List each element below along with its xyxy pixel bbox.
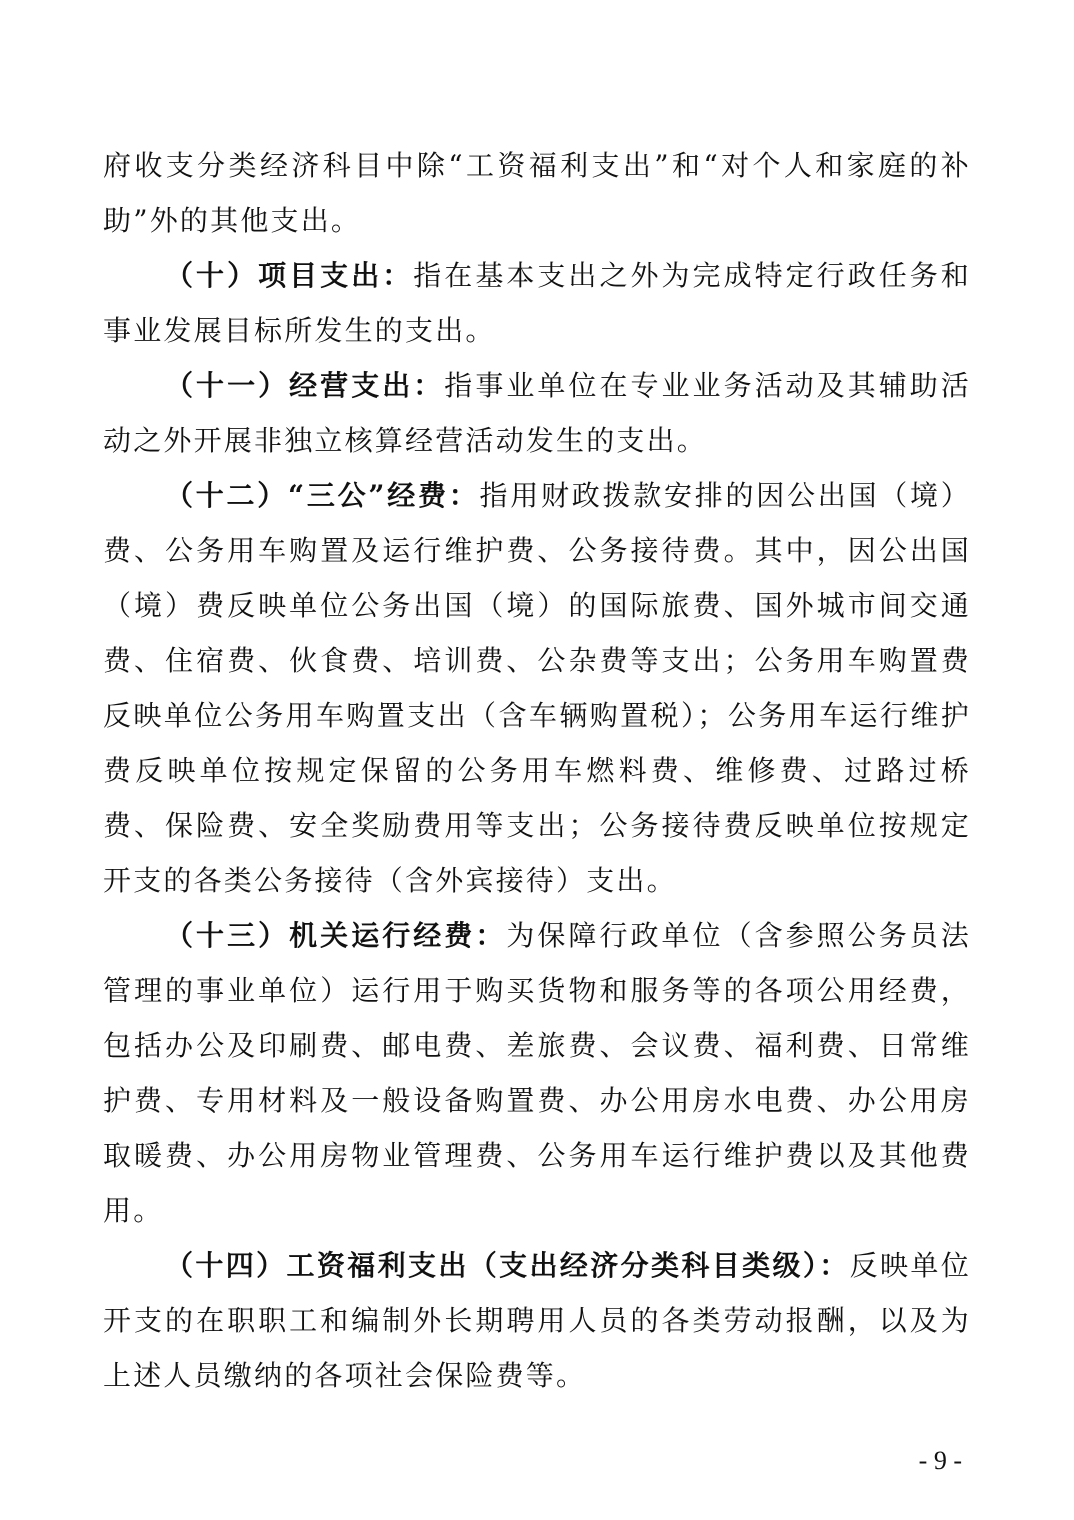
paragraph-term: （十）项目支出：	[165, 259, 414, 292]
paragraph-term: （十一）经营支出：	[165, 369, 445, 402]
paragraph-body: 反映单位开支的在职职工和编制外长期聘用人员的各类劳动报酬，以及为上述人员缴纳的各项社会保险费等。	[103, 1249, 971, 1392]
paragraph-term: （十三）机关运行经费：	[165, 919, 507, 952]
paragraph-three-public-expenses	[103, 468, 971, 908]
paragraph-term: （十四）工资福利支出（支出经济分类科目类级）：	[165, 1249, 850, 1282]
paragraph-body: 指事业单位在专业业务活动及其辅助活动之外开展非独立核算经营活动发生的支出。	[103, 369, 971, 457]
paragraph-body: 府收支分类经济科目中除“工资福利支出”和“对个人和家庭的补助”外的其他支出。	[103, 149, 971, 237]
paragraph-body: 指用财政拨款安排的因公出国（境）费、公务用车购置及运行维护费、公务接待费。其中，因公出国（境）费反映单位公务出国（境）的国际旅费、国外城市间交通费、住宿费、伙食费、培训费、公杂费等支出；公务用车购置费反映单位公务用车购置支出（含车辆购置税）；公务用车运行维护费反映单位按规定保留的公务用车燃料费、维修费、过路过桥费、保险费、安全奖励费用等支出；公务接待费反映单位按规定开支的各类公务接待（含外宾接待）支出。	[103, 479, 971, 897]
document-body	[103, 138, 971, 1403]
page-number: - 9 -	[918, 1446, 962, 1475]
paragraph-project-expenditure	[103, 248, 971, 358]
paragraph-operating-expenditure	[103, 358, 971, 468]
paragraph-term: （十二）“三公”经费：	[165, 479, 480, 512]
paragraph-body: 指在基本支出之外为完成特定行政任务和事业发展目标所发生的支出。	[103, 259, 971, 347]
paragraph-body: 为保障行政单位（含参照公务员法管理的事业单位）运行用于购买货物和服务等的各项公用经费，包括办公及印刷费、邮电费、差旅费、会议费、福利费、日常维护费、专用材料及一般设备购置费、办公用房水电费、办公用房取暖费、办公用房物业管理费、公务用车运行维护费以及其他费用。	[103, 919, 971, 1227]
paragraph-continuation	[103, 138, 971, 248]
paragraph-wages-welfare	[103, 1238, 971, 1403]
paragraph-agency-operating-funds	[103, 908, 971, 1238]
